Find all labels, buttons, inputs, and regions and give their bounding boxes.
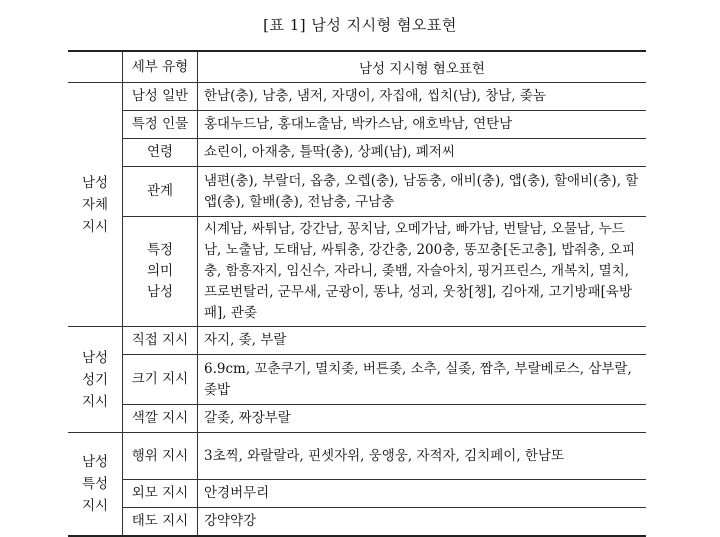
expressions-cell: 3초찍, 와랄랄라, 핀셋자위, 웅앵웅, 자적자, 김치페이, 한남또 <box>198 433 647 480</box>
subtype-cell: 행위 지시 <box>123 433 198 480</box>
subtype-cell: 크기 지시 <box>123 355 198 405</box>
expressions-cell: 안경버무리 <box>198 480 647 508</box>
table-caption: [표 1] 남성 지시형 혐오표현 <box>263 16 457 34</box>
subtype-cell: 외모 지시 <box>123 480 198 508</box>
table-row <box>68 355 646 405</box>
subtype-cell: 남성 일반 <box>123 83 198 111</box>
subtype-cell: 연령 <box>123 139 198 167</box>
table-row <box>68 167 646 217</box>
table-row <box>68 83 646 111</box>
subtype-cell: 관계 <box>123 167 198 217</box>
table-row <box>68 508 646 536</box>
table-row <box>68 139 646 167</box>
subtype-cell: 색깔 지시 <box>123 405 198 433</box>
subtype-cell: 태도 지시 <box>123 508 198 536</box>
group-label: 남성 자체 지시 <box>68 83 123 327</box>
table-row <box>68 111 646 139</box>
table-row <box>68 433 646 480</box>
expressions-cell: 갈좆, 짜장부랄 <box>198 405 647 433</box>
table-row <box>68 327 646 355</box>
table-row <box>68 405 646 433</box>
table-header-row <box>68 51 646 83</box>
expressions-cell: 6.9cm, 꼬춘쿠기, 멸치좆, 버튼좆, 소추, 실좆, 짬추, 부랄베로스, 삼부랄, 좆밥 <box>198 355 647 405</box>
expressions-cell: 한남(충), 남충, 냄저, 자댕이, 자집애, 씹치(남), 창남, 좆놈 <box>198 83 647 111</box>
expressions-cell: 홍대누드남, 홍대노출남, 박카스남, 애호박남, 연탄남 <box>198 111 647 139</box>
hate-speech-table <box>68 50 646 537</box>
expressions-cell: 자지, 좆, 부랄 <box>198 327 647 355</box>
subtype-cell: 직접 지시 <box>123 327 198 355</box>
header-group <box>68 51 123 83</box>
header-type: 세부 유형 <box>123 51 198 83</box>
expressions-cell: 냄편(충), 부랄더, 옵충, 오렙(충), 남동충, 애비(충), 앱(충), 할애비(충), 할앱(충), 할배(충), 전남충, 구남충 <box>198 167 647 217</box>
expressions-cell: 강약약강 <box>198 508 647 536</box>
group-label: 남성 성기 지시 <box>68 327 123 433</box>
header-expressions: 남성 지시형 혐오표현 <box>198 51 647 83</box>
table-row <box>68 480 646 508</box>
subtype-cell: 특정 의미 남성 <box>123 217 198 327</box>
expressions-cell: 쇼린이, 아재충, 틀딱(충), 상폐(남), 폐저씨 <box>198 139 647 167</box>
table-row <box>68 217 646 327</box>
subtype-cell: 특정 인물 <box>123 111 198 139</box>
expressions-cell: 시계남, 싸튀남, 강간남, 꽁치남, 오메가남, 빠가남, 번탈남, 오물남, 누드남, 노출남, 도태남, 싸튀충, 강간충, 200충, 똥꼬충[돈고충], 밥줘충, 오피충, 함흥자지, 임신수, 자라니, 좆뱀, 자슬아치, 핑거프린스, 개복치, 멸치, 프로번탈러, 군무새, 군광이, 똥냐, 성괴, 웃창[챙], 김아재, 고기방패[육방패], 관좆 <box>198 217 647 327</box>
group-label: 남성 특성 지시 <box>68 433 123 536</box>
